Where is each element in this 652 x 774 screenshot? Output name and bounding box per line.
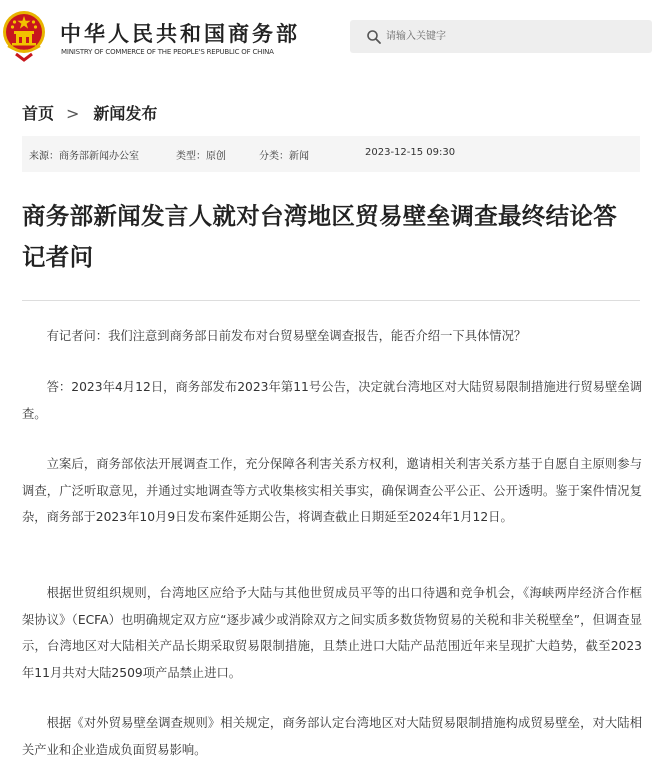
- meta-datetime: 2023-12-15 09:30: [365, 147, 456, 158]
- article-meta-bar: [22, 136, 640, 172]
- article-paragraph-5: 根据《对外贸易壁垒调查规则》相关规定，商务部认定台湾地区对大陆贸易限制措施构成贸易壁垒，对大陆相关产业和企业造成负面贸易影响。: [22, 716, 642, 757]
- site-name-cn[interactable]: 中华人民共和国商务部: [60, 22, 300, 46]
- article-paragraph-2: 答：2023年4月12日，商务部发布2023年第11号公告，决定就台湾地区对大陆贸易限制措施进行贸易壁垒调查。: [22, 380, 642, 421]
- breadcrumb: [22, 101, 157, 124]
- national-emblem-icon[interactable]: [2, 10, 46, 62]
- article-paragraph-4: 根据世贸组织规则，台湾地区应给予大陆与其他世贸成员平等的出口待遇和竞争机会，《海峡两岸经济合作框架协议》（ECFA）也明确规定双方应“逐步减少或消除双方之间实质多数货物贸易的关税和非关税壁垒”，但调查显示，台湾地区对大陆相关产品长期采取贸易限制措施，且禁止进口大陆产品范围近年来呈现扩大趋势，截至2023年11月共对大陆2509项产品禁止进口。: [22, 586, 642, 680]
- meta-type: 类型：原创: [176, 151, 226, 162]
- article-paragraph-3: 立案后，商务部依法开展调查工作，充分保障各利害关系方权利，邀请相关利害关系方基于自愿自主原则参与调查，广泛听取意见，并通过实地调查等方式收集核实相关事实，确保调查公平公正、公开透明。鉴于案件情况复杂，商务部于2023年10月9日发布案件延期公告，将调查截止日期延至2024年1月12日。: [22, 457, 642, 524]
- site-name-en: MINISTRY OF COMMERCE OF THE PEOPLE'S REPUBLIC OF CHINA: [61, 48, 274, 56]
- search-icon[interactable]: [366, 29, 382, 45]
- search-input[interactable]: [386, 26, 636, 47]
- site-header: [0, 0, 652, 80]
- breadcrumb-separator: >: [66, 104, 80, 123]
- breadcrumb-home-link[interactable]: 首页: [22, 104, 55, 123]
- title-divider: [22, 300, 640, 301]
- meta-source: 来源：商务部新闻办公室: [29, 151, 139, 162]
- search-box[interactable]: [350, 20, 652, 53]
- breadcrumb-current[interactable]: 新闻发布: [93, 104, 158, 123]
- article-paragraph-1: 有记者问：我们注意到商务部日前发布对台贸易壁垒调查报告，能否介绍一下具体情况？: [46, 329, 527, 343]
- article-title: 商务部新闻发言人就对台湾地区贸易壁垒调查最终结论答记者问: [22, 202, 617, 271]
- meta-category: 分类：新闻: [259, 151, 309, 162]
